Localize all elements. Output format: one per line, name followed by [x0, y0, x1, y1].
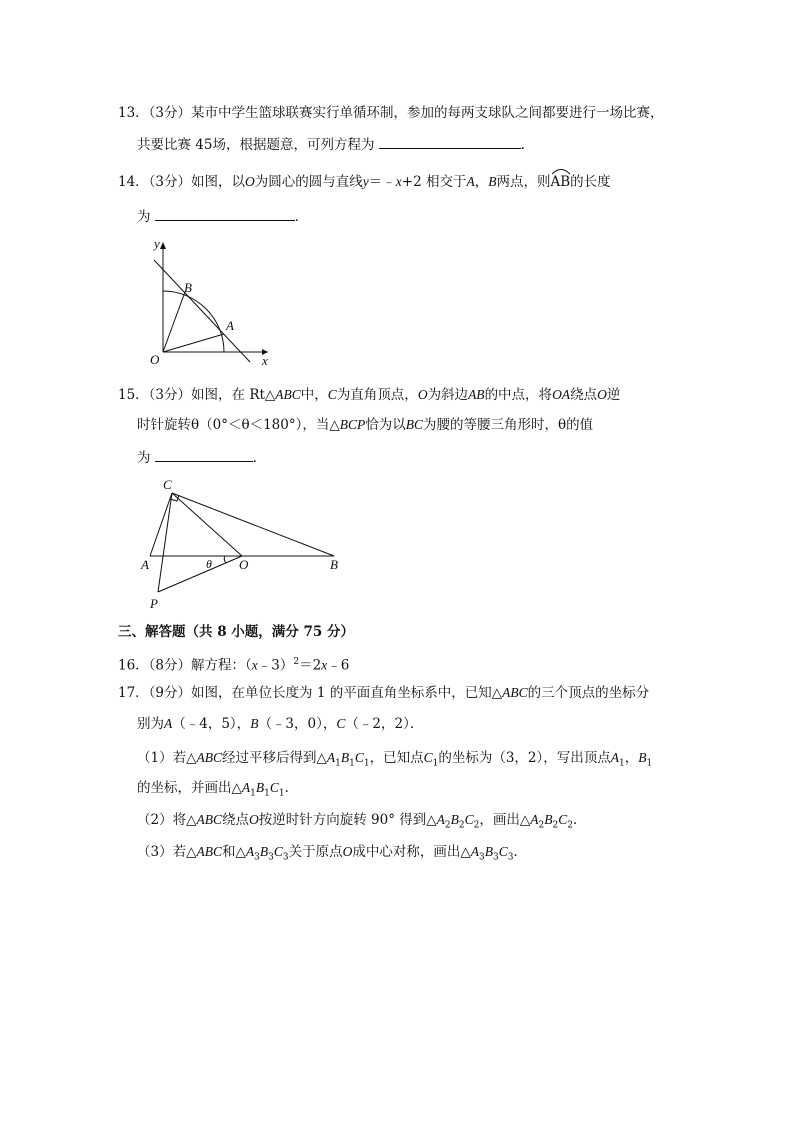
q15-line2: 时针旋转θ（0°＜θ＜180°），当△BCP恰为以BC为腰的等腰三角形时，θ的值 — [137, 417, 594, 433]
label-theta: θ — [206, 557, 212, 571]
q13-line1: 13．（3分）某市中学生篮球联赛实行单循环制，参加的每两支球队之间都要进行一场比赛， — [118, 105, 664, 121]
segment-oa — [163, 334, 224, 352]
segment-cp — [158, 493, 172, 592]
y-axis-arrow — [160, 242, 166, 249]
q17-part1-line2: 的坐标，并画出$\triangle A_1B_1C_1$． — [137, 780, 299, 799]
q17-line2: 别为A（﹣4，5），B（﹣3，0），C（﹣2，2）． — [137, 716, 424, 732]
q15-figure — [136, 474, 356, 614]
label-o: O — [150, 352, 160, 367]
q14-figure — [140, 234, 280, 370]
segment-cb — [172, 493, 334, 556]
q15-line3: 为 ． — [137, 447, 266, 468]
theta-arc — [224, 556, 226, 563]
q17-part1-line1: （1）若△ABC经过平移后得到$\triangle A_1B_1C_1$，已知点$C_1$的坐标为（3，2），写出顶点$A_1$，$B_1$ — [137, 750, 653, 769]
label-o: O — [239, 557, 249, 572]
segment-po — [158, 556, 242, 592]
label-b: B — [184, 280, 192, 295]
label-b: B — [330, 557, 338, 572]
q13-line2: 共要比赛 45场，根据题意，可列方程为 ． — [137, 134, 534, 155]
arc-symbol — [550, 167, 572, 175]
label-a: A — [141, 557, 149, 572]
section-3-heading: 三、解答题（共 8 小题，满分 75 分） — [118, 624, 354, 640]
q15-line1: 15．（3分）如图，在 Rt△ABC中，C为直角顶点，O为斜边AB的中点，将OA绕点O逆 — [118, 387, 621, 403]
label-c: C — [163, 477, 172, 492]
q14-answer-blank — [155, 206, 295, 221]
segment-co — [172, 493, 242, 556]
q17-part3-line: （3）若△ABC和$\triangle A_3B_3C_3$关于原点O成中心对称，画出$\triangle A_3B_3C_3$． — [137, 844, 527, 863]
arc-ab-label: AB — [550, 172, 570, 192]
line-y-eq — [154, 260, 250, 362]
label-p: P — [150, 596, 158, 611]
label-a: A — [226, 318, 234, 333]
q14-line2: 为 ． — [137, 206, 308, 227]
segment-ac — [150, 493, 172, 556]
q16-line: 16．（8分）解方程：（x﹣3）$^2$＝2x﹣6 — [118, 657, 350, 674]
segment-ob — [163, 292, 185, 352]
label-y: y — [154, 236, 160, 251]
q17-part2-line: （2）将△ABC绕点O按逆时针方向旋转 90° 得到$\triangle A_2B_2C_2$，画出$\triangle A_2B_2C_2$． — [137, 812, 587, 831]
q15-answer-blank — [155, 447, 253, 462]
q17-line1: 17．（9分）如图，在单位长度为 1 的平面直角坐标系中，已知△ABC的三个顶点的坐标分 — [118, 685, 650, 701]
label-x: x — [262, 353, 268, 368]
q14-line1: 14．（3分）如图，以O为圆心的圆与直线y＝﹣x+2 相交于A，B两点，则 AB的长度 — [118, 172, 611, 192]
q13-answer-blank — [379, 134, 521, 149]
